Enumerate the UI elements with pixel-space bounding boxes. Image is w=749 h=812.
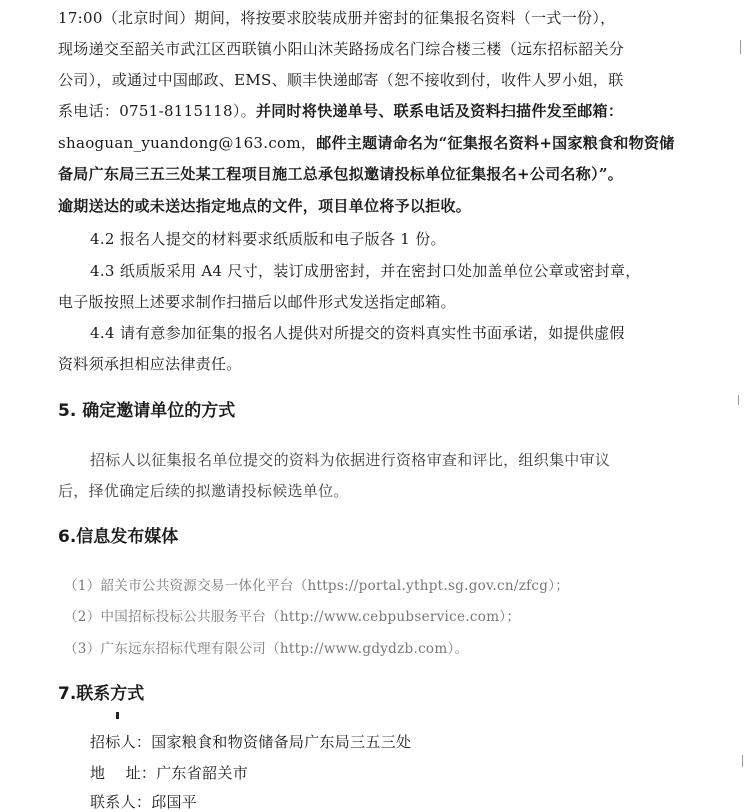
tenderer-label: 招标人： <box>90 733 152 751</box>
email-subject-instruction: 邮件主题请命名为“征集报名资料+国家粮食和物资储 <box>316 134 675 152</box>
contact-row <box>90 792 197 812</box>
submission-line-4 <box>58 101 623 121</box>
item-4-4-line-2: 资料须承担相应法律责任。 <box>58 355 242 373</box>
email-address: shaoguan_yuandong@163.com， <box>58 134 317 152</box>
media-item-2: （2）中国招标投标公共服务平台（http://www.cebpubservice.com）； <box>64 609 521 625</box>
tenderer-value: 国家粮食和物资储备局广东局三五三处 <box>151 733 412 751</box>
address-label: 地 址： <box>90 764 157 782</box>
email-line <box>58 133 675 153</box>
item-4-4-line-1: 4.4 请有意参加征集的报名人提供对所提交的资料真实性书面承诺，如提供虚假 <box>90 324 625 342</box>
media-item-1: （1）韶关市公共资源交易一体化平台（https://portal.ythpt.sg.gov.cn/zfcg）； <box>64 578 570 594</box>
address-value: 广东省韶关市 <box>156 764 248 782</box>
contact-label: 联系人： <box>90 793 152 811</box>
bold-instruction: 并同时将快递单号、联系电话及资料扫描件发至邮箱： <box>255 102 624 120</box>
scan-speck <box>116 712 119 719</box>
section-5-line-1: 招标人以征集报名单位提交的资料为依据进行资格审查和评比，组织集中审议 <box>90 451 611 469</box>
late-rejection-line: 逾期送达的或未送达指定地点的文件，项目单位将予以拒收。 <box>58 197 472 215</box>
address-row <box>90 763 248 783</box>
section-7-title: 7.联系方式 <box>58 684 145 704</box>
section-5-line-2: 后，择优确定后续的拟邀请投标候选单位。 <box>58 482 349 500</box>
scan-artifact <box>738 395 739 405</box>
submission-line-3: 公司），或通过中国邮政、EMS、顺丰快递邮寄（恕不接收到付，收件人罗小姐，联 <box>58 71 624 89</box>
submission-line-2: 现场递交至韶关市武江区西联镇小阳山沐芙路扬成名门综合楼三楼（远东招标韶关分 <box>58 40 625 58</box>
item-4-3-line-2: 电子版按照上述要求制作扫描后以邮件形式发送指定邮箱。 <box>58 293 456 311</box>
section-5-title: 5. 确定邀请单位的方式 <box>58 401 236 421</box>
item-4-2: 4.2 报名人提交的材料要求纸质版和电子版各 1 份。 <box>90 230 446 248</box>
phone-text: 系电话：0751-8115118）。 <box>58 102 256 120</box>
scan-artifact <box>740 40 741 54</box>
email-subject-line: 备局广东局三五三处某工程项目施工总承包拟邀请投标单位征集报名+公司名称）”。 <box>58 165 624 183</box>
scan-artifact <box>742 755 743 767</box>
item-4-3-line-1: 4.3 纸质版采用 A4 尺寸，装订成册密封，并在密封口处加盖单位公章或密封章， <box>90 262 641 280</box>
tenderer-row <box>90 732 411 752</box>
section-6-title: 6.信息发布媒体 <box>58 527 179 547</box>
submission-line-1: 17:00（北京时间）期间，将按要求胶装成册并密封的征集报名资料（一式一份）， <box>58 9 616 27</box>
media-item-3: （3）广东远东招标代理有限公司（http://www.gdydzb.com）。 <box>64 641 469 657</box>
contact-value: 邱国平 <box>151 793 198 811</box>
